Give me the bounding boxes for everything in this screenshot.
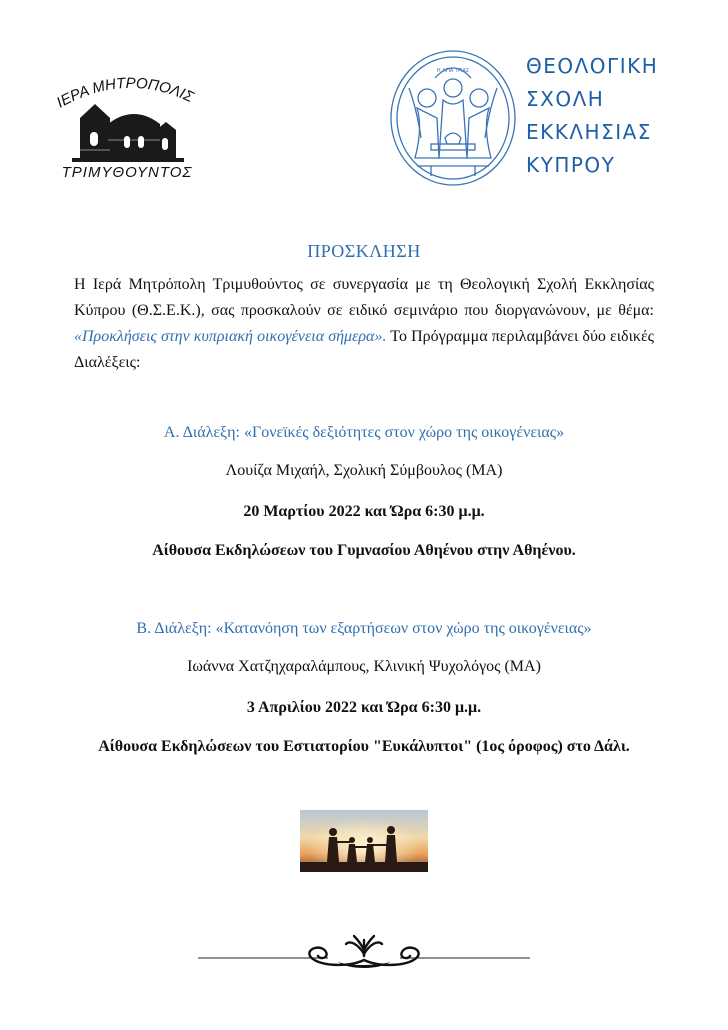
lecture-a-speaker: Λουίζα Μιχαήλ, Σχολική Σύμβουλος (ΜΑ) bbox=[225, 462, 503, 479]
school-name-line-3: ΕΚΚΛΗΣΙΑΣ bbox=[526, 120, 652, 144]
lecture-b-title: Β. Διάλεξη: «Κατανόηση των εξαρτήσεων στον χώρο της οικογένειας» bbox=[136, 620, 592, 637]
emblem-text: Η ΑΓΙΑ ΤΡΙΑΣ bbox=[436, 68, 470, 74]
lecture-a-title: Α. Διάλεξη: «Γονεϊκές δεξιότητες στον χώρο της οικογένειας» bbox=[163, 424, 565, 441]
lecture-a-date: 20 Μαρτίου 2022 και Ώρα 6:30 μ.μ. bbox=[243, 503, 485, 520]
theological-school-name bbox=[526, 50, 716, 182]
lecture-b-date: 3 Απριλίου 2022 και Ώρα 6:30 μ.μ. bbox=[246, 699, 482, 716]
lecture-b-venue: Αίθουσα Εκδηλώσεων του Εστιατορίου "Ευκάλυπτοι" (1ος όροφος) στο Δάλι. bbox=[98, 738, 630, 755]
lecture-b-speaker: Ιωάννα Χατζηχαραλάμπους, Κλινική Ψυχολόγος (ΜΑ) bbox=[187, 658, 541, 675]
intro-text-2: Το Πρόγραμμα περιλαμβάνει δύο ειδικές Διαλέξεις: bbox=[74, 328, 654, 371]
metropolis-logo bbox=[52, 74, 202, 184]
seminar-theme: «Προκλήσεις στην κυπριακή οικογένεια σήμερα». bbox=[74, 328, 387, 345]
church-icon bbox=[52, 74, 202, 166]
holy-trinity-icon bbox=[387, 48, 519, 188]
logo-arc-text: ΙΕΡΑ ΜΗΤΡΟΠΟΛΙΣ bbox=[53, 74, 196, 112]
family-silhouette-image bbox=[300, 810, 428, 872]
lecture-a-venue: Αίθουσα Εκδηλώσεων του Γυμνασίου Αθηένου στην Αθηένου. bbox=[152, 542, 576, 559]
school-name-line-2: ΣΧΟΛΗ bbox=[526, 87, 605, 111]
intro-text-1: Η Ιερά Μητρόπολη Τριμυθούντος σε συνεργασία με τη Θεολογική Σχολή Εκκλησίας Κύπρου (Θ.Σ.Ε.Κ.), σας προσκαλούν σε ειδικό σεμινάριο που διοργανώνουν, με θέμα: bbox=[74, 276, 654, 319]
scroll-ornament-icon bbox=[198, 932, 530, 972]
logo-bottom-text: ΤΡΙΜΥΘΟΥΝΤΟΣ bbox=[61, 164, 193, 181]
school-name-line-4: ΚΥΠΡΟΥ bbox=[526, 153, 616, 177]
school-name-line-1: ΘΕΟΛΟΓΙΚΗ bbox=[526, 54, 659, 78]
intro-paragraph bbox=[74, 272, 654, 376]
invitation-title: ΠΡΟΣΚΛΗΣΗ bbox=[307, 241, 421, 261]
theological-school-emblem bbox=[387, 48, 519, 188]
